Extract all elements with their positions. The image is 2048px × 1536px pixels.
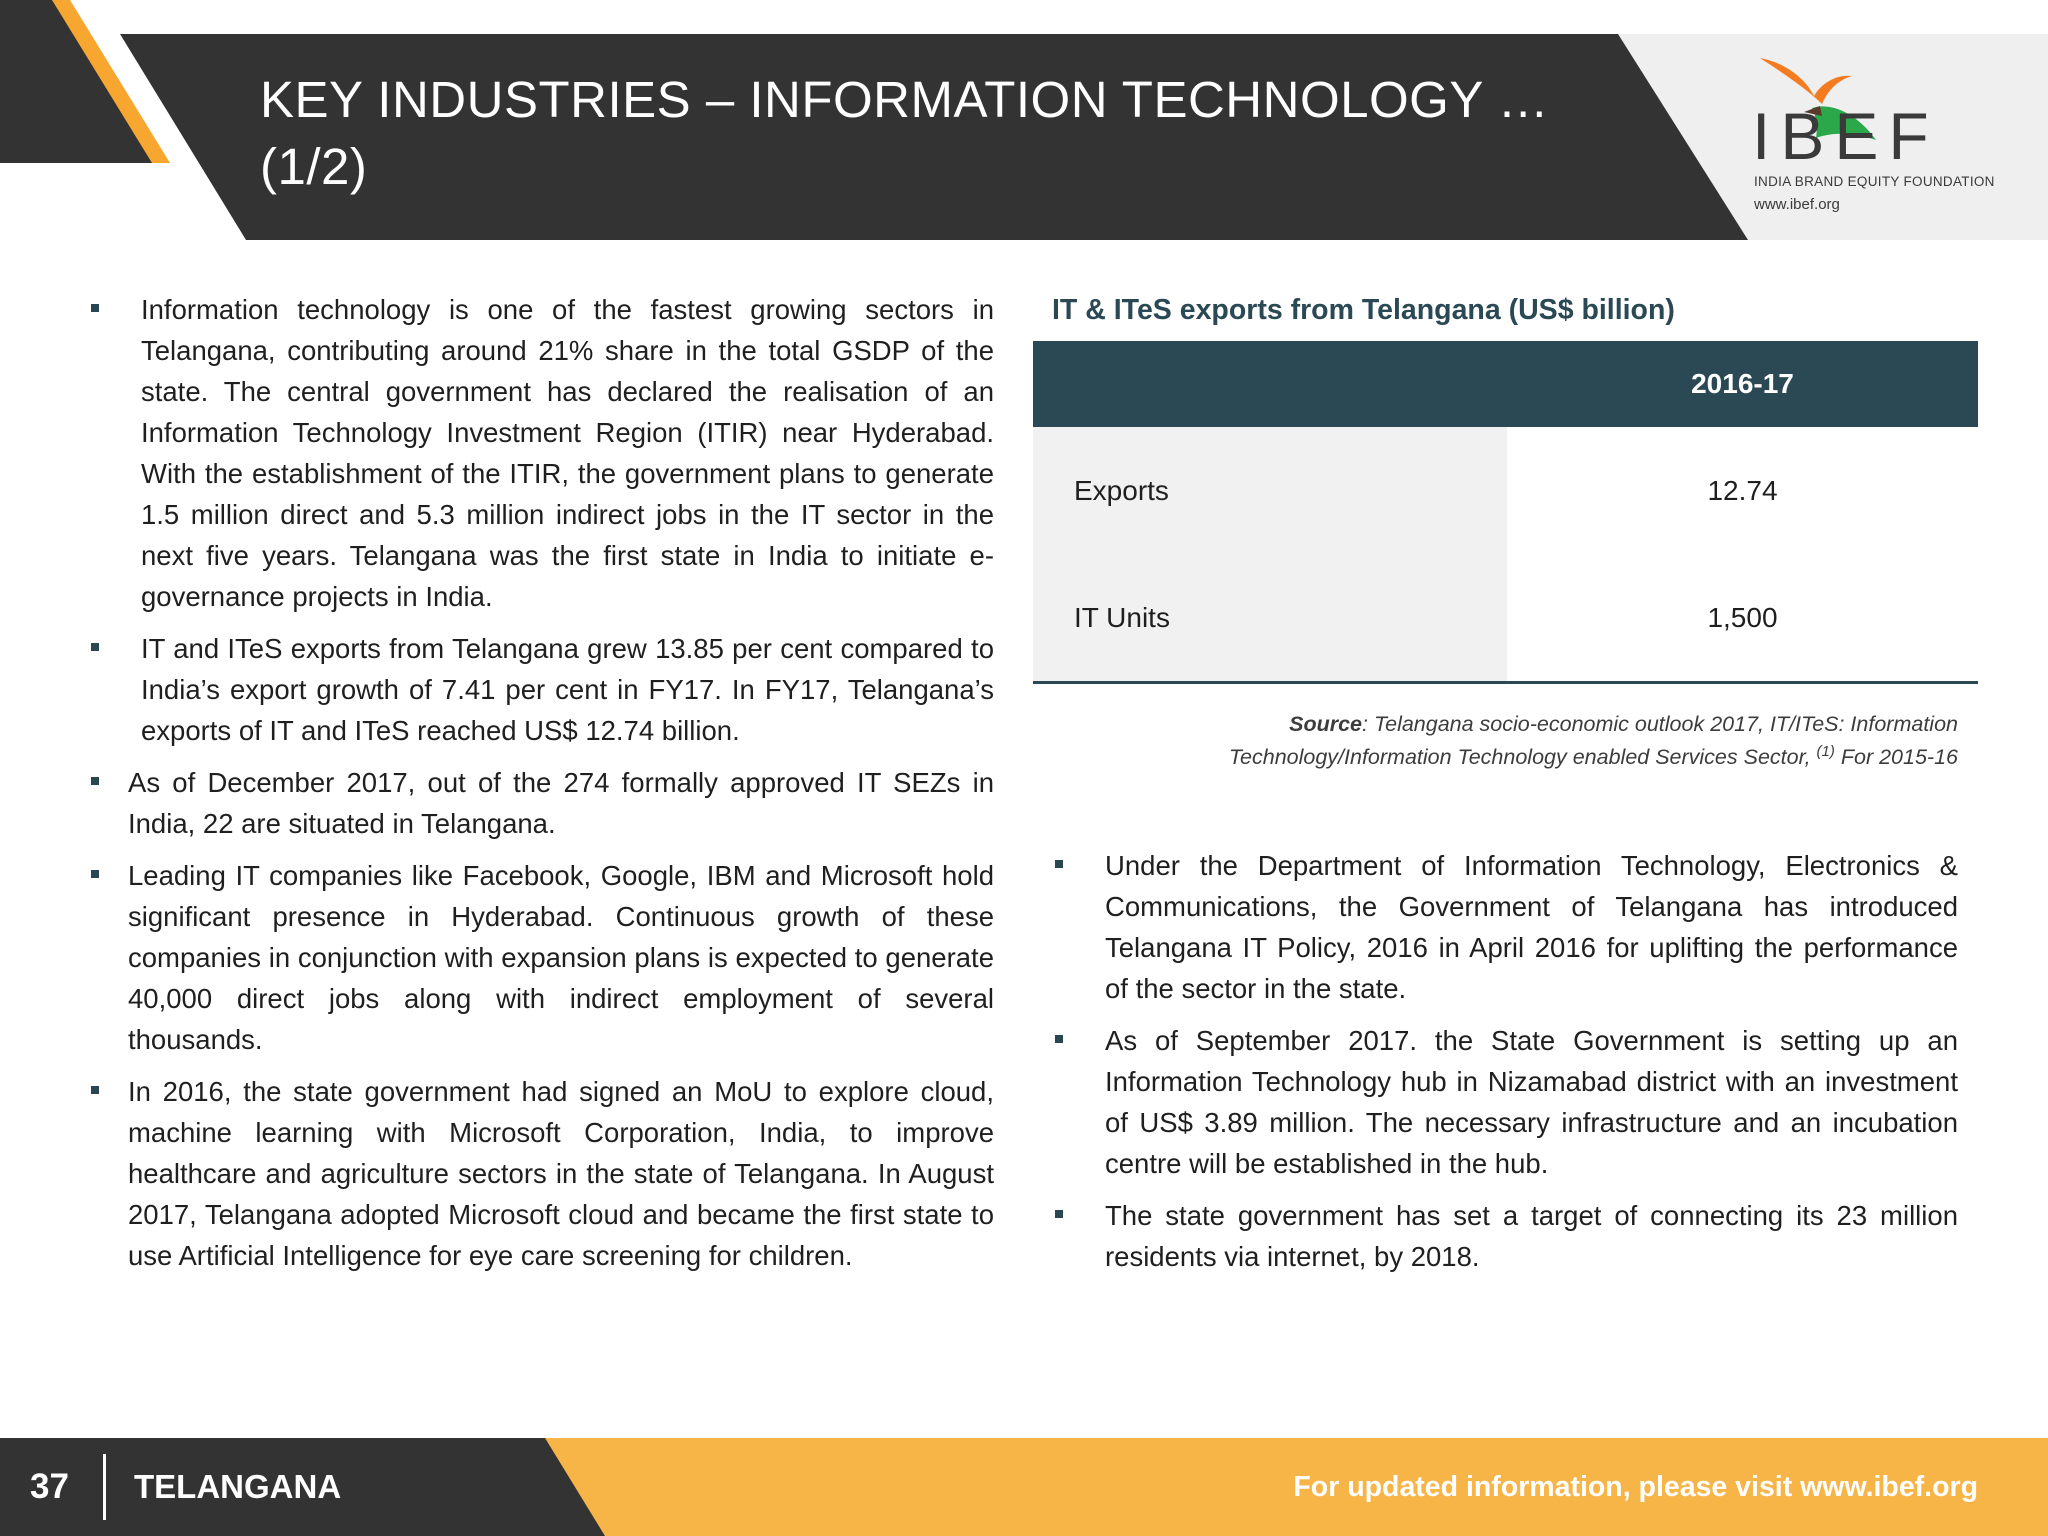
bullet-text: As of December 2017, out of the 274 formally approved IT SEZs in India, 22 are situated in Telangana. [128, 767, 994, 839]
bullet-text: Information technology is one of the fastest growing sectors in Telangana, contributing around 21% share in the total GSDP of the state. The central government has declared the realisation of an Information Technology Investment Region (ITIR) near Hyderabad. With the establishment of the ITIR, the government plans to generate 1.5 million direct and 5.3 million indirect jobs in the IT sector in the next five years. Telangana was the first state in India to initiate e-governance projects in India. [141, 294, 994, 612]
bullet-text: As of September 2017. the State Government is setting up an Information Technology hub in Nizamabad district with an investment of US$ 3.89 million. The necessary infrastructure and an incubation centre will be established in the hub. [1105, 1025, 1958, 1179]
ibef-wordmark: IBEF [1752, 99, 1939, 173]
left-bullet-list [88, 289, 994, 1287]
list-item [88, 289, 994, 617]
row-value: 1,500 [1707, 602, 1778, 633]
source-note [1100, 710, 1958, 771]
footnote-text: For 2015-16 [1840, 745, 1958, 770]
page-title: KEY INDUSTRIES – INFORMATION TECHNOLOGY … (1/2) [260, 71, 1550, 195]
bullet-square-icon [91, 304, 99, 312]
bullet-square-icon [1055, 1035, 1063, 1043]
bullet-square-icon [1055, 860, 1063, 868]
source-label: Source [1289, 712, 1362, 736]
bullet-text: The state government has set a target of connecting its 23 million residents via internet, by 2018. [1105, 1200, 1958, 1272]
bullet-square-icon [91, 643, 99, 651]
row-value: 12.74 [1707, 475, 1778, 506]
row-label: IT Units [1074, 602, 1170, 633]
table-title: IT & ITeS exports from Telangana (US$ billion) [1052, 294, 1675, 326]
footer-divider [103, 1454, 106, 1520]
page-number: 37 [30, 1467, 69, 1506]
list-item [88, 762, 994, 844]
ibef-url: www.ibef.org [1754, 196, 1840, 213]
state-name: TELANGANA [134, 1468, 342, 1505]
footnote-mark: (1) [1816, 743, 1835, 760]
list-item [88, 855, 994, 1060]
bullet-text: IT and ITeS exports from Telangana grew 13.85 per cent compared to India’s export growth of 7.41 per cent in FY17. In FY17, Telangana’s exports of IT and ITeS reached US$ 12.74 billion. [141, 633, 994, 746]
row-label: Exports [1074, 475, 1169, 506]
list-item [88, 1071, 994, 1276]
table-row [1033, 554, 1978, 681]
bullet-text: Leading IT companies like Facebook, Google, IBM and Microsoft hold significant presence in Hyderabad. Continuous growth of these companies in conjunction with expansion plans is expected to generate 40,000 direct jobs along with indirect employment of several thousands. [128, 860, 994, 1055]
right-bullet-list [1052, 845, 1958, 1288]
row-label-cell [1033, 554, 1507, 681]
footer-note: For updated information, please visit www.ibef.org [1293, 1471, 1978, 1503]
column-header: 2016-17 [1691, 368, 1794, 399]
bullet-text: Under the Department of Information Technology, Electronics & Communications, the Government of Telangana has introduced Telangana IT Policy, 2016 in April 2016 for uplifting the performance of the sector in the state. [1105, 850, 1958, 1004]
bullet-square-icon [1055, 1210, 1063, 1218]
bullet-square-icon [91, 777, 99, 785]
table-header-row [1033, 341, 1978, 427]
header-banner [0, 0, 2048, 240]
ibef-subtitle: INDIA BRAND EQUITY FOUNDATION [1754, 174, 1995, 189]
list-item [1052, 1195, 1958, 1277]
ibef-logo [1752, 52, 2022, 222]
bullet-text: In 2016, the state government had signed an MoU to explore cloud, machine learning with Microsoft Corporation, India, to improve healthcare and agriculture sectors in the state of Telangana. In August 2017, Telangana adopted Microsoft cloud and became the first state to use Artificial Intelligence for eye care screening for children. [128, 1076, 994, 1271]
row-label-cell [1033, 427, 1507, 554]
source-text: : Telangana socio-economic outlook 2017, IT/ITeS: Information Technology/Information Technology enabled Services Sector, [1228, 712, 1958, 770]
table-bottom-rule [1033, 681, 1978, 684]
list-item [1052, 845, 1958, 1009]
bullet-square-icon [91, 1086, 99, 1094]
table-row [1033, 427, 1978, 554]
footer-bar [0, 1438, 2048, 1536]
bullet-square-icon [91, 870, 99, 878]
exports-table [1033, 341, 1978, 684]
list-item [88, 628, 994, 751]
list-item [1052, 1020, 1958, 1184]
